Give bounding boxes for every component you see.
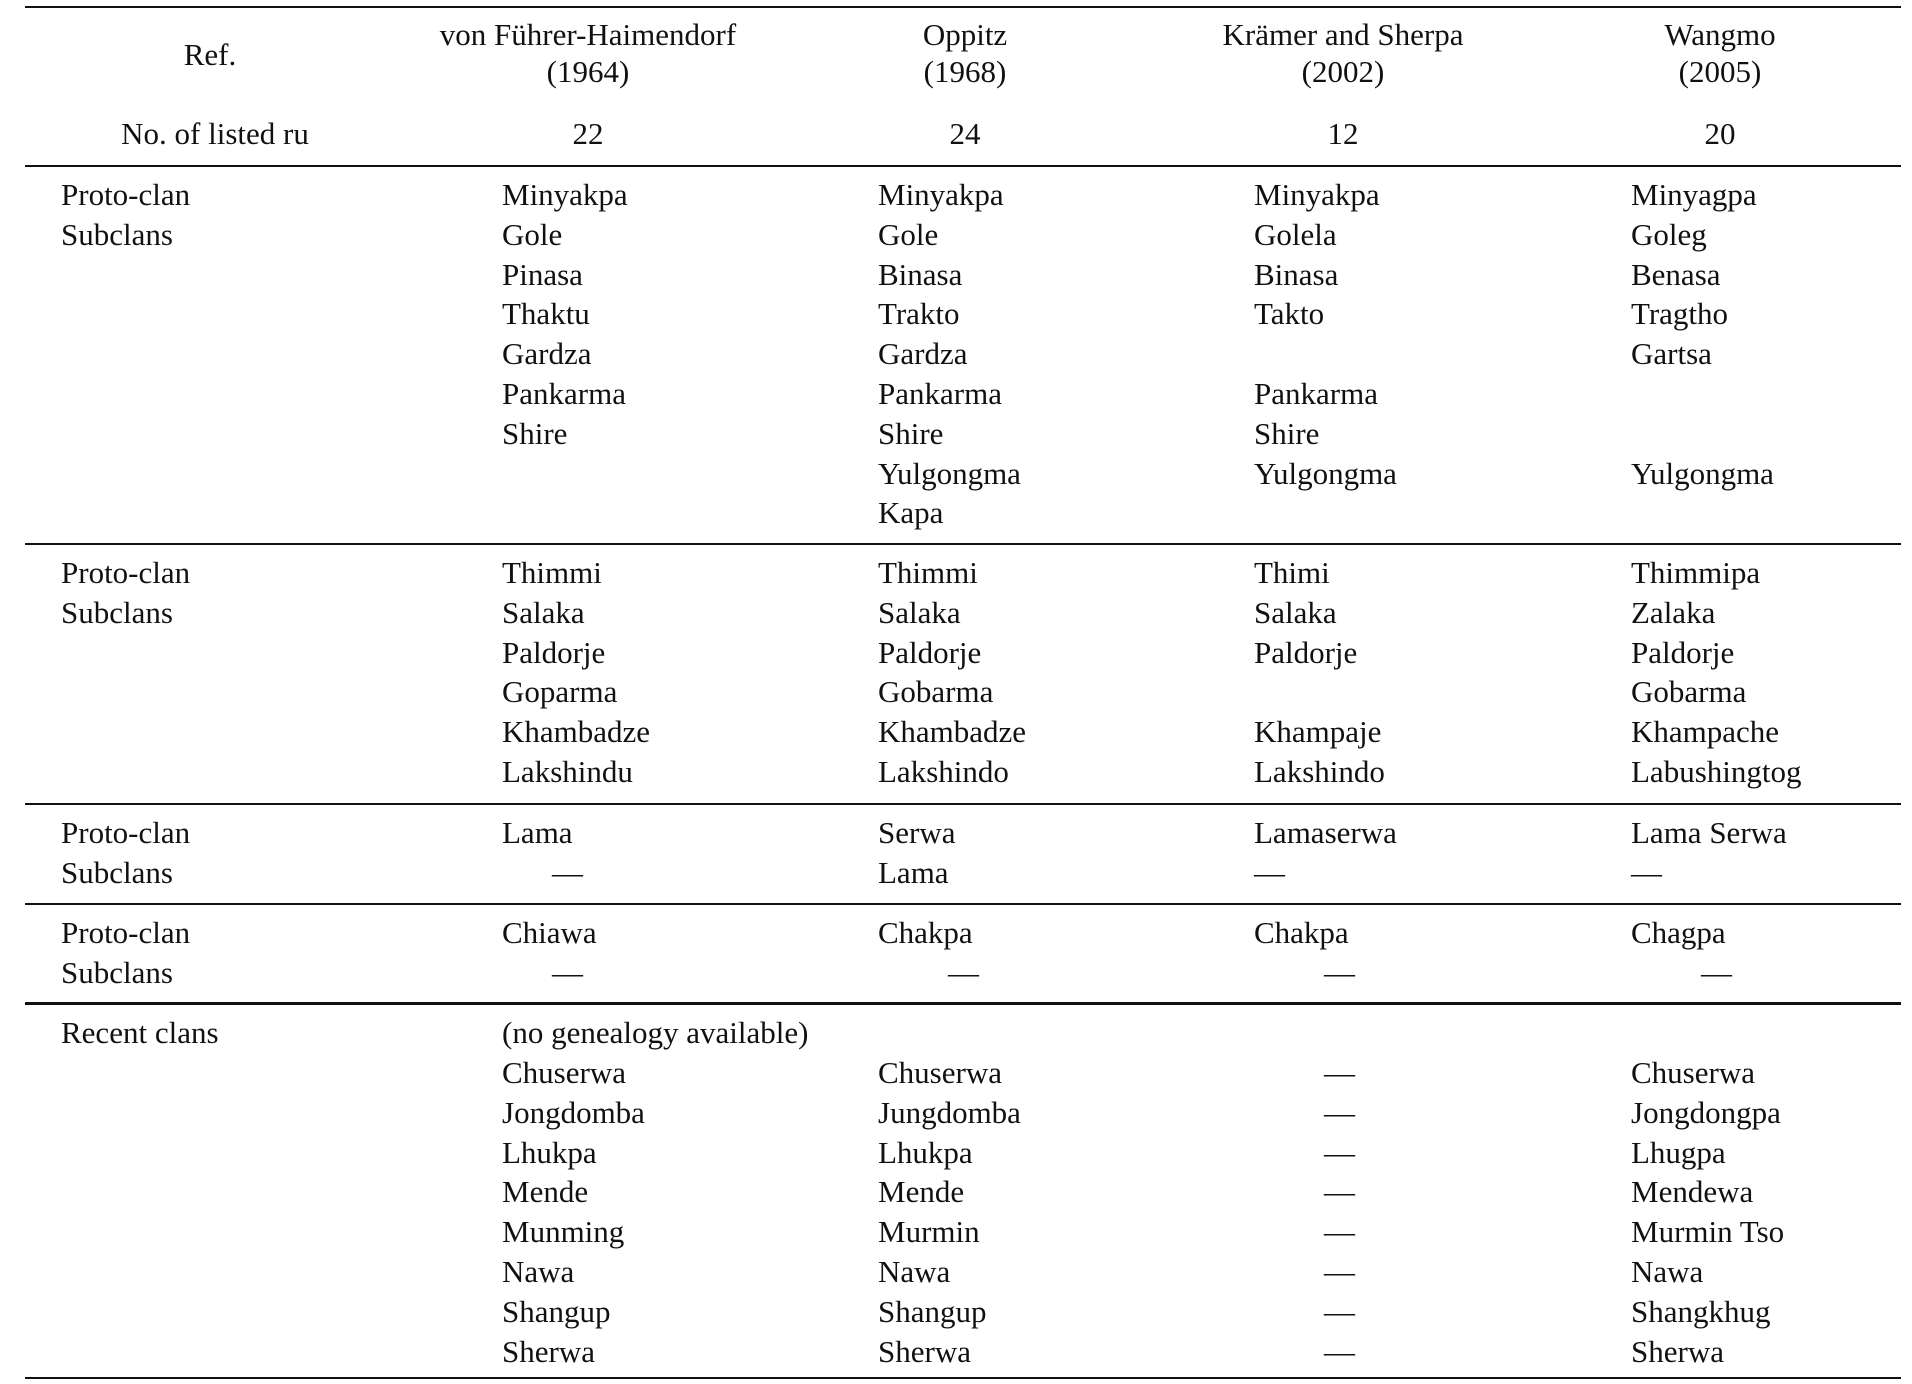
section-2-col-4 — [1631, 553, 1802, 792]
clan-name: Tragtho — [1631, 296, 1729, 332]
clan-name: Shangup — [878, 1293, 987, 1329]
empty-dash: — — [1324, 1174, 1355, 1210]
clan-name: Gobarma — [1631, 674, 1747, 710]
clan-name: Zalaka — [1631, 594, 1716, 630]
clan-name — [1631, 374, 1774, 414]
clan-name: Lakshindo — [878, 753, 1009, 789]
clan-name: Lama — [878, 854, 949, 890]
clan-name: Labushingtog — [1631, 753, 1802, 789]
clan-name: Sherwa — [502, 1333, 595, 1369]
clan-name: Paldorje — [1254, 634, 1358, 670]
recent-clans-rule — [25, 1002, 1901, 1005]
clan-name: Chuserwa — [502, 1055, 626, 1090]
section-2-col-1 — [502, 553, 650, 792]
clan-name: Chagpa — [1631, 915, 1726, 950]
proto-clan-label: Proto-clan — [61, 177, 191, 212]
clan-name: Chiawa — [502, 915, 597, 950]
source-year: (2002) — [1301, 54, 1385, 89]
clan-name: Minyakpa — [1254, 177, 1380, 212]
clan-name: Binasa — [878, 256, 963, 292]
empty-dash: — — [1701, 954, 1732, 990]
row-labels — [61, 553, 190, 633]
clan-name: Lamaserwa — [1254, 815, 1397, 850]
clan-name: Pankarma — [878, 375, 1002, 411]
section-3-col-1 — [502, 813, 583, 893]
empty-dash: — — [1324, 1333, 1355, 1369]
section-4-col-2 — [878, 913, 979, 993]
subclans-label: Subclans — [61, 216, 173, 252]
source-author: Oppitz — [922, 17, 1008, 52]
clan-name: Mende — [502, 1174, 589, 1210]
empty-dash: — — [552, 954, 583, 990]
recent-col-4 — [1631, 1053, 1784, 1371]
clan-name: Pinasa — [502, 256, 583, 292]
clan-name: Yulgongma — [878, 455, 1021, 491]
section-1-rule — [25, 543, 1901, 545]
empty-dash: — — [1324, 1134, 1355, 1170]
count-label: No. of listed ru — [121, 116, 309, 151]
source-author: von Führer-Haimendorf — [439, 17, 737, 52]
ref-label: Ref. — [183, 37, 237, 72]
clan-name — [1254, 672, 1385, 712]
section-1-col-3 — [1254, 175, 1397, 533]
clan-name: Sherwa — [1631, 1333, 1724, 1369]
clan-name: Salaka — [502, 594, 585, 630]
clan-name: Pankarma — [1254, 375, 1378, 411]
section-4-col-1 — [502, 913, 597, 993]
empty-dash: — — [1324, 1293, 1355, 1329]
clan-name: Binasa — [1254, 256, 1339, 292]
top-rule — [25, 6, 1901, 8]
clan-name: Thimmi — [878, 555, 978, 590]
clan-name: Jongdomba — [502, 1094, 645, 1130]
clan-name — [502, 493, 628, 533]
clan-name: Lhugpa — [1631, 1134, 1726, 1170]
empty-dash: — — [1324, 954, 1355, 990]
clan-name — [1254, 334, 1397, 374]
empty-dash: — — [1631, 854, 1662, 890]
clan-name: Golela — [1254, 216, 1337, 252]
source-header-1 — [388, 16, 788, 90]
clan-name: Nawa — [502, 1253, 575, 1289]
section-2-col-2 — [878, 553, 1026, 792]
clan-name: Gardza — [502, 336, 592, 372]
clan-name: Lakshindu — [502, 753, 633, 789]
clan-name — [1631, 414, 1774, 454]
clan-name: Khampache — [1631, 714, 1780, 750]
source-year: (1968) — [923, 54, 1007, 89]
source-year: (1964) — [546, 54, 630, 89]
empty-dash: — — [1324, 1094, 1355, 1130]
header-rule — [25, 165, 1901, 167]
clan-name: Goleg — [1631, 216, 1707, 252]
clan-name: Mende — [878, 1174, 965, 1210]
clan-name: Lhukpa — [502, 1134, 597, 1170]
clan-name: Khambadze — [878, 714, 1027, 750]
clan-name: Sherwa — [878, 1333, 971, 1369]
clan-name: Shangkhug — [1631, 1293, 1771, 1329]
clan-name: Murmin Tso — [1631, 1214, 1785, 1250]
clan-name: Jungdomba — [878, 1094, 1021, 1130]
clan-name: Chuserwa — [1631, 1055, 1755, 1090]
subclans-label: Subclans — [61, 854, 173, 890]
clan-name: Nawa — [878, 1253, 951, 1289]
clan-name: Shire — [1254, 415, 1320, 451]
bottom-rule — [25, 1377, 1901, 1379]
row-labels — [61, 175, 190, 255]
section-1-col-1 — [502, 175, 628, 533]
clan-name: Thimmipa — [1631, 555, 1761, 590]
source-year: (2005) — [1678, 54, 1762, 89]
clan-name: Minyakpa — [878, 177, 1004, 212]
section-3-rule — [25, 903, 1901, 905]
source-header-4 — [1520, 16, 1912, 90]
clan-name: Minyagpa — [1631, 177, 1757, 212]
clan-name: Salaka — [1254, 594, 1337, 630]
clan-name: Jongdongpa — [1631, 1094, 1781, 1130]
source-count-3: 12 — [1327, 116, 1359, 151]
clan-name: Gobarma — [878, 674, 994, 710]
no-genealogy-note: (no genealogy available) — [502, 1015, 809, 1050]
clan-name: Salaka — [878, 594, 961, 630]
source-author: Wangmo — [1664, 17, 1776, 52]
clan-name: Benasa — [1631, 256, 1721, 292]
row-labels — [61, 813, 190, 893]
clan-name: Lama Serwa — [1631, 815, 1787, 850]
clan-name: Gartsa — [1631, 336, 1712, 372]
clan-name: Khambadze — [502, 714, 651, 750]
clan-name — [1254, 493, 1397, 533]
clan-name: Chakpa — [1254, 915, 1349, 950]
clan-name: Lama — [502, 815, 573, 850]
clan-name: Minyakpa — [502, 177, 628, 212]
row-labels — [61, 913, 190, 993]
source-header-3 — [1143, 16, 1543, 90]
clan-name: Thimi — [1254, 555, 1330, 590]
empty-dash: — — [948, 954, 979, 990]
clan-name: Yulgongma — [1631, 455, 1774, 491]
proto-clan-label: Proto-clan — [61, 815, 191, 850]
section-3-col-2 — [878, 813, 955, 893]
empty-dash: — — [1324, 1214, 1355, 1250]
clan-name: Yulgongma — [1254, 455, 1397, 491]
section-3-col-4 — [1631, 813, 1787, 893]
source-count-2: 24 — [949, 116, 981, 151]
section-2-col-3 — [1254, 553, 1385, 792]
source-count-4: 20 — [1704, 116, 1736, 151]
clan-name — [502, 454, 628, 494]
clan-name: Gole — [502, 216, 563, 252]
clan-name: Pankarma — [502, 375, 626, 411]
subclans-label: Subclans — [61, 954, 173, 990]
clan-name: Thaktu — [502, 296, 590, 332]
clan-name: Shangup — [502, 1293, 611, 1329]
empty-dash: — — [1324, 1253, 1355, 1289]
empty-dash: — — [1254, 854, 1285, 890]
clan-name: Munming — [502, 1214, 625, 1250]
subclans-label: Subclans — [61, 594, 173, 630]
empty-dash: — — [552, 854, 583, 890]
section-2-rule — [25, 803, 1901, 805]
recent-clans-label: Recent clans — [61, 1015, 219, 1050]
clan-name: Lakshindo — [1254, 753, 1385, 789]
clan-name: Serwa — [878, 815, 956, 850]
source-header-2 — [765, 16, 1165, 90]
clan-name: Chuserwa — [878, 1055, 1002, 1090]
clan-name: Paldorje — [1631, 634, 1735, 670]
section-4-col-3 — [1254, 913, 1355, 993]
clan-name: Paldorje — [878, 634, 982, 670]
clan-name: Shire — [878, 415, 944, 451]
recent-col-3 — [1324, 1053, 1355, 1371]
section-1-col-2 — [878, 175, 1021, 533]
clan-name: Nawa — [1631, 1253, 1704, 1289]
clan-name: Kapa — [878, 495, 944, 531]
source-author: Krämer and Sherpa — [1222, 17, 1464, 52]
section-1-col-4 — [1631, 175, 1774, 533]
recent-col-2 — [878, 1053, 1021, 1371]
proto-clan-label: Proto-clan — [61, 555, 191, 590]
clan-name: Chakpa — [878, 915, 973, 950]
section-3-col-3 — [1254, 813, 1397, 893]
clan-name: Shire — [502, 415, 568, 451]
clan-name: Thimmi — [502, 555, 602, 590]
clan-name: Goparma — [502, 674, 618, 710]
clan-name: Khampaje — [1254, 714, 1382, 750]
clan-name: Gardza — [878, 336, 968, 372]
recent-col-1 — [502, 1053, 645, 1371]
clan-name: Mendewa — [1631, 1174, 1754, 1210]
proto-clan-label: Proto-clan — [61, 915, 191, 950]
clan-name: Paldorje — [502, 634, 606, 670]
empty-dash: — — [1324, 1055, 1355, 1090]
source-count-1: 22 — [572, 116, 604, 151]
clan-name: Murmin — [878, 1214, 980, 1250]
clan-name: Lhukpa — [878, 1134, 973, 1170]
clan-name: Gole — [878, 216, 939, 252]
clan-name: Takto — [1254, 296, 1325, 332]
section-4-col-4 — [1631, 913, 1732, 993]
clan-name — [1631, 493, 1774, 533]
clan-name: Trakto — [878, 296, 960, 332]
